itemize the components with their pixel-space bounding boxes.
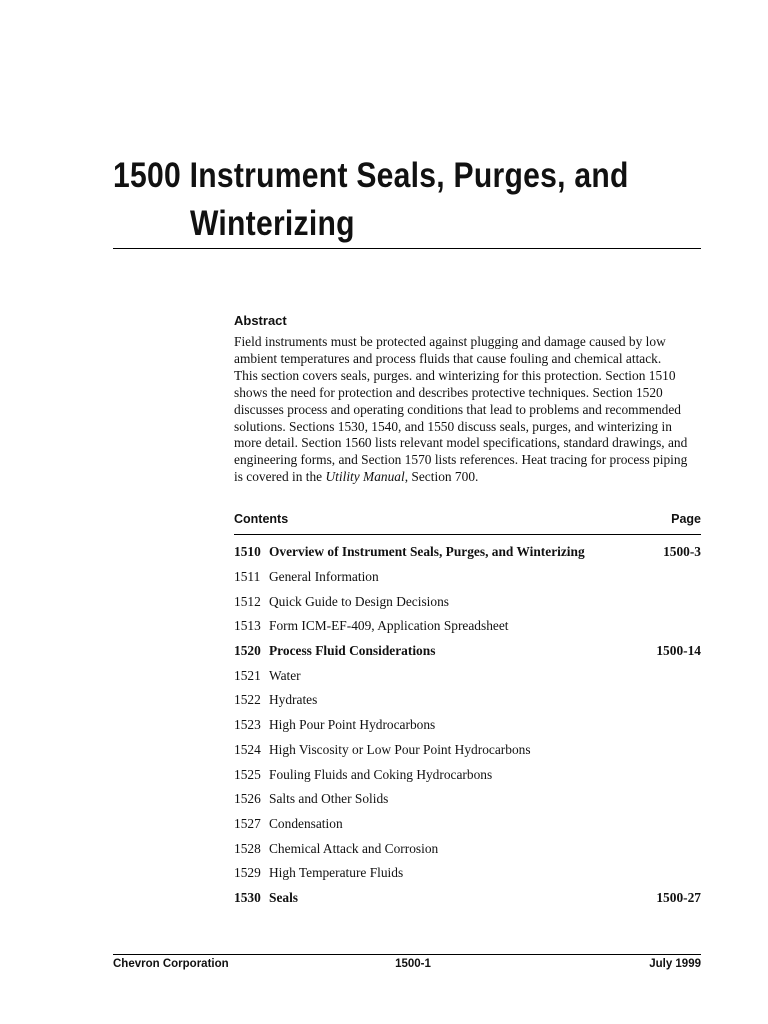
abstract-line: engineering forms, and Section 1570 lists references. Heat tracing for process piping: [234, 452, 688, 468]
toc-number: 1513: [234, 618, 261, 634]
page-column-heading: Page: [671, 512, 701, 526]
toc-row[interactable]: [234, 688, 701, 713]
abstract-last-prefix: is covered in the: [234, 469, 326, 485]
toc-row[interactable]: [234, 713, 701, 738]
toc-row[interactable]: [234, 614, 701, 639]
toc-row[interactable]: [234, 812, 701, 837]
toc-label: Fouling Fluids and Coking Hydrocarbons: [269, 766, 493, 782]
title-divider: [113, 248, 701, 249]
toc-row[interactable]: [234, 589, 701, 614]
toc-label: Quick Guide to Design Decisions: [269, 593, 450, 609]
toc-label: Condensation: [269, 815, 343, 831]
toc-row[interactable]: [234, 886, 701, 911]
footer-date: July 1999: [649, 958, 701, 970]
table-of-contents: [234, 540, 701, 910]
utility-manual-reference: Utility Manual: [325, 469, 405, 485]
footer-page-number: 1500-1: [395, 958, 431, 970]
abstract-body: [234, 334, 704, 486]
toc-label: General Information: [269, 569, 379, 585]
abstract-line: ambient temperatures and process fluids that cause fouling and chemical attack.: [234, 350, 662, 366]
toc-number: 1520: [234, 643, 261, 659]
toc-number: 1527: [234, 815, 261, 831]
abstract-line: This section covers seals, purges. and winterizing for this protection. Section 1510: [234, 367, 676, 383]
toc-label: Chemical Attack and Corrosion: [269, 840, 439, 856]
footer-company: Chevron Corporation: [113, 958, 229, 970]
toc-row[interactable]: [234, 565, 701, 590]
toc-label: Water: [269, 667, 301, 683]
toc-number: 1510: [234, 544, 261, 560]
abstract-line: solutions. Sections 1530, 1540, and 1550 discuss seals, purges, and winterizing in: [234, 418, 672, 434]
toc-row[interactable]: [234, 836, 701, 861]
toc-label: High Temperature Fluids: [269, 865, 404, 881]
toc-number: 1529: [234, 865, 261, 881]
contents-divider: [234, 534, 701, 535]
toc-number: 1524: [234, 741, 261, 757]
toc-label: Form ICM-EF-409, Application Spreadsheet: [269, 618, 509, 634]
page-footer: [113, 958, 701, 974]
toc-label: Salts and Other Solids: [269, 791, 389, 807]
toc-number: 1525: [234, 766, 261, 782]
toc-label: Overview of Instrument Seals, Purges, and Winterizing: [269, 544, 585, 560]
toc-number: 1523: [234, 717, 261, 733]
footer-divider: [113, 954, 701, 955]
toc-label: High Pour Point Hydrocarbons: [269, 717, 436, 733]
toc-row[interactable]: [234, 787, 701, 812]
contents-header: [234, 512, 701, 526]
toc-row[interactable]: [234, 738, 701, 763]
toc-row[interactable]: [234, 663, 701, 688]
toc-number: 1522: [234, 692, 261, 708]
abstract-line-last: [234, 469, 704, 486]
toc-label: Seals: [269, 889, 299, 905]
toc-label: Process Fluid Considerations: [269, 643, 436, 659]
abstract-line: shows the need for protection and describes protective techniques. Section 1520: [234, 384, 663, 400]
toc-number: 1511: [234, 569, 261, 585]
toc-row[interactable]: [234, 861, 701, 886]
toc-page: 1500-14: [656, 643, 701, 659]
toc-row[interactable]: [234, 639, 701, 664]
title-line-1: 1500 Instrument Seals, Purges, and: [113, 156, 629, 195]
toc-label: Hydrates: [269, 692, 318, 708]
toc-number: 1526: [234, 791, 261, 807]
toc-row[interactable]: [234, 762, 701, 787]
toc-label: High Viscosity or Low Pour Point Hydrocarbons: [269, 741, 531, 757]
abstract-line: Field instruments must be protected against plugging and damage caused by low: [234, 334, 666, 349]
abstract-line: discusses process and operating conditions that lead to problems and recommended: [234, 401, 681, 417]
toc-page: 1500-27: [656, 889, 701, 905]
toc-number: 1528: [234, 840, 261, 856]
toc-number: 1521: [234, 667, 261, 683]
toc-number: 1512: [234, 593, 261, 609]
contents-heading: Contents: [234, 512, 289, 526]
abstract-heading: Abstract: [234, 313, 287, 328]
page-title: [113, 152, 701, 248]
toc-page: 1500-3: [663, 544, 701, 560]
abstract-last-suffix: , Section 700.: [404, 469, 479, 485]
title-line-2: Winterizing: [190, 204, 355, 243]
abstract-line: more detail. Section 1560 lists relevant model specifications, standard drawings, and: [234, 435, 688, 451]
toc-number: 1530: [234, 889, 261, 905]
toc-row[interactable]: [234, 540, 701, 565]
